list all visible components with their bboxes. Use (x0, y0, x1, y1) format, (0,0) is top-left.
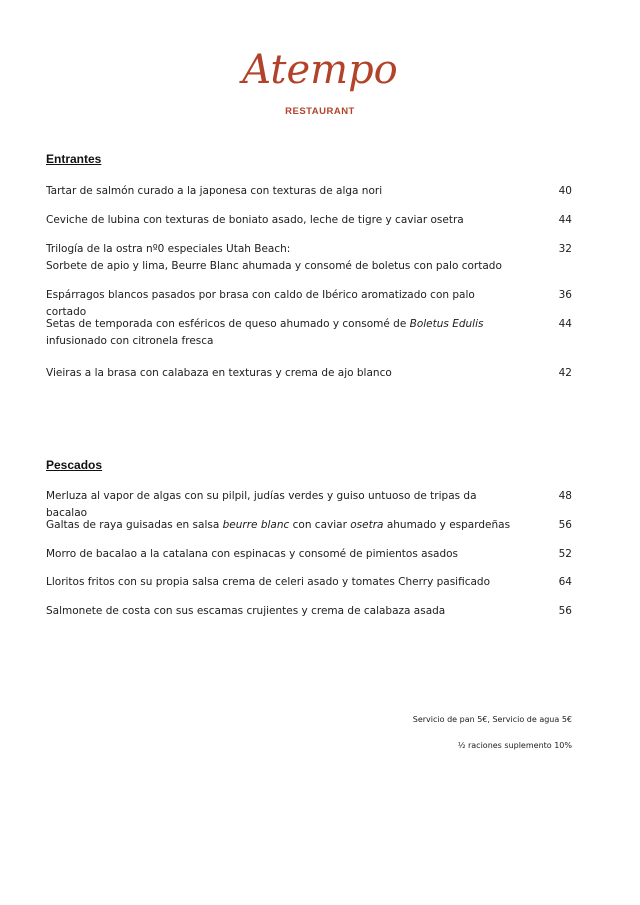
menu-item (46, 212, 572, 229)
menu-item-text: Setas de temporada con esféricos de queso ahumado y consomé de (46, 318, 410, 330)
menu-item-price: 44 (558, 318, 572, 330)
menu-item-description: Lloritos fritos con su propia salsa crema de celeri asado y tomates Cherry pasificado (46, 576, 491, 588)
menu-item-description-line2: infusionado con citronela fresca (46, 335, 214, 347)
menu-item (46, 183, 572, 200)
section-title-entrantes: Entrantes (46, 152, 102, 166)
menu-item-description: Merluza al vapor de algas con su pilpil, judías verdes y guiso untuoso de tripas da bacalao (46, 490, 477, 519)
menu-item-description (46, 316, 516, 333)
menu-item-price: 52 (558, 548, 572, 560)
menu-item-description: Morro de bacalao a la catalana con espinacas y consomé de pimientos asados (46, 548, 459, 560)
menu-item-text-italic: Boletus Edulis (409, 318, 484, 330)
menu-item-text-italic: beurre blanc (222, 519, 290, 531)
menu-item-price: 48 (558, 490, 572, 502)
menu-item (46, 574, 572, 591)
menu-item (46, 603, 572, 620)
menu-item-text: ahumado y espardeñas (383, 519, 511, 531)
menu-item-price: 42 (558, 367, 572, 379)
section-title-pescados: Pescados (46, 458, 103, 472)
menu-item (46, 316, 572, 350)
menu-item-price: 64 (558, 576, 572, 588)
logo-subtitle: RESTAURANT (285, 106, 355, 117)
menu-item-price: 36 (558, 289, 572, 301)
menu-item-text: con caviar (289, 519, 351, 531)
menu-item-description: Salmonete de costa con sus escamas crujientes y crema de calabaza asada (46, 605, 446, 617)
menu-item (46, 546, 572, 563)
menu-item (46, 241, 572, 275)
menu-item-description: Ceviche de lubina con texturas de boniato asado, leche de tigre y caviar osetra (46, 214, 464, 226)
menu-item (46, 517, 572, 534)
logo-wordmark: Atempo (242, 47, 398, 93)
half-portion-note: ½ raciones suplemento 10% (457, 741, 572, 750)
menu-item-text: Galtas de raya guisadas en salsa (46, 519, 223, 531)
restaurant-logo (0, 48, 640, 117)
menu-item-price: 32 (558, 243, 572, 255)
menu-item-description-line2: Sorbete de apio y lima, Beurre Blanc ahumada y consomé de boletus con palo cortado (46, 260, 502, 272)
menu-item-price: 56 (558, 605, 572, 617)
menu-item-price: 56 (558, 519, 572, 531)
menu-item-description: Tartar de salmón curado a la japonesa con texturas de alga nori (46, 185, 383, 197)
service-charges: Servicio de pan 5€, Servicio de agua 5€ (412, 715, 572, 724)
menu-item (46, 365, 572, 382)
menu-item-price: 40 (558, 185, 572, 197)
menu-item-text-italic: osetra (350, 519, 384, 531)
menu-item-price: 44 (558, 214, 572, 226)
menu-item-description: Trilogía de la ostra nº0 especiales Utah Beach: (46, 243, 291, 255)
menu-item-description (46, 517, 516, 534)
menu-item-description: Espárragos blancos pasados por brasa con caldo de Ibérico aromatizado con palo cortado (46, 289, 475, 318)
menu-item-description: Vieiras a la brasa con calabaza en texturas y crema de ajo blanco (46, 367, 392, 379)
